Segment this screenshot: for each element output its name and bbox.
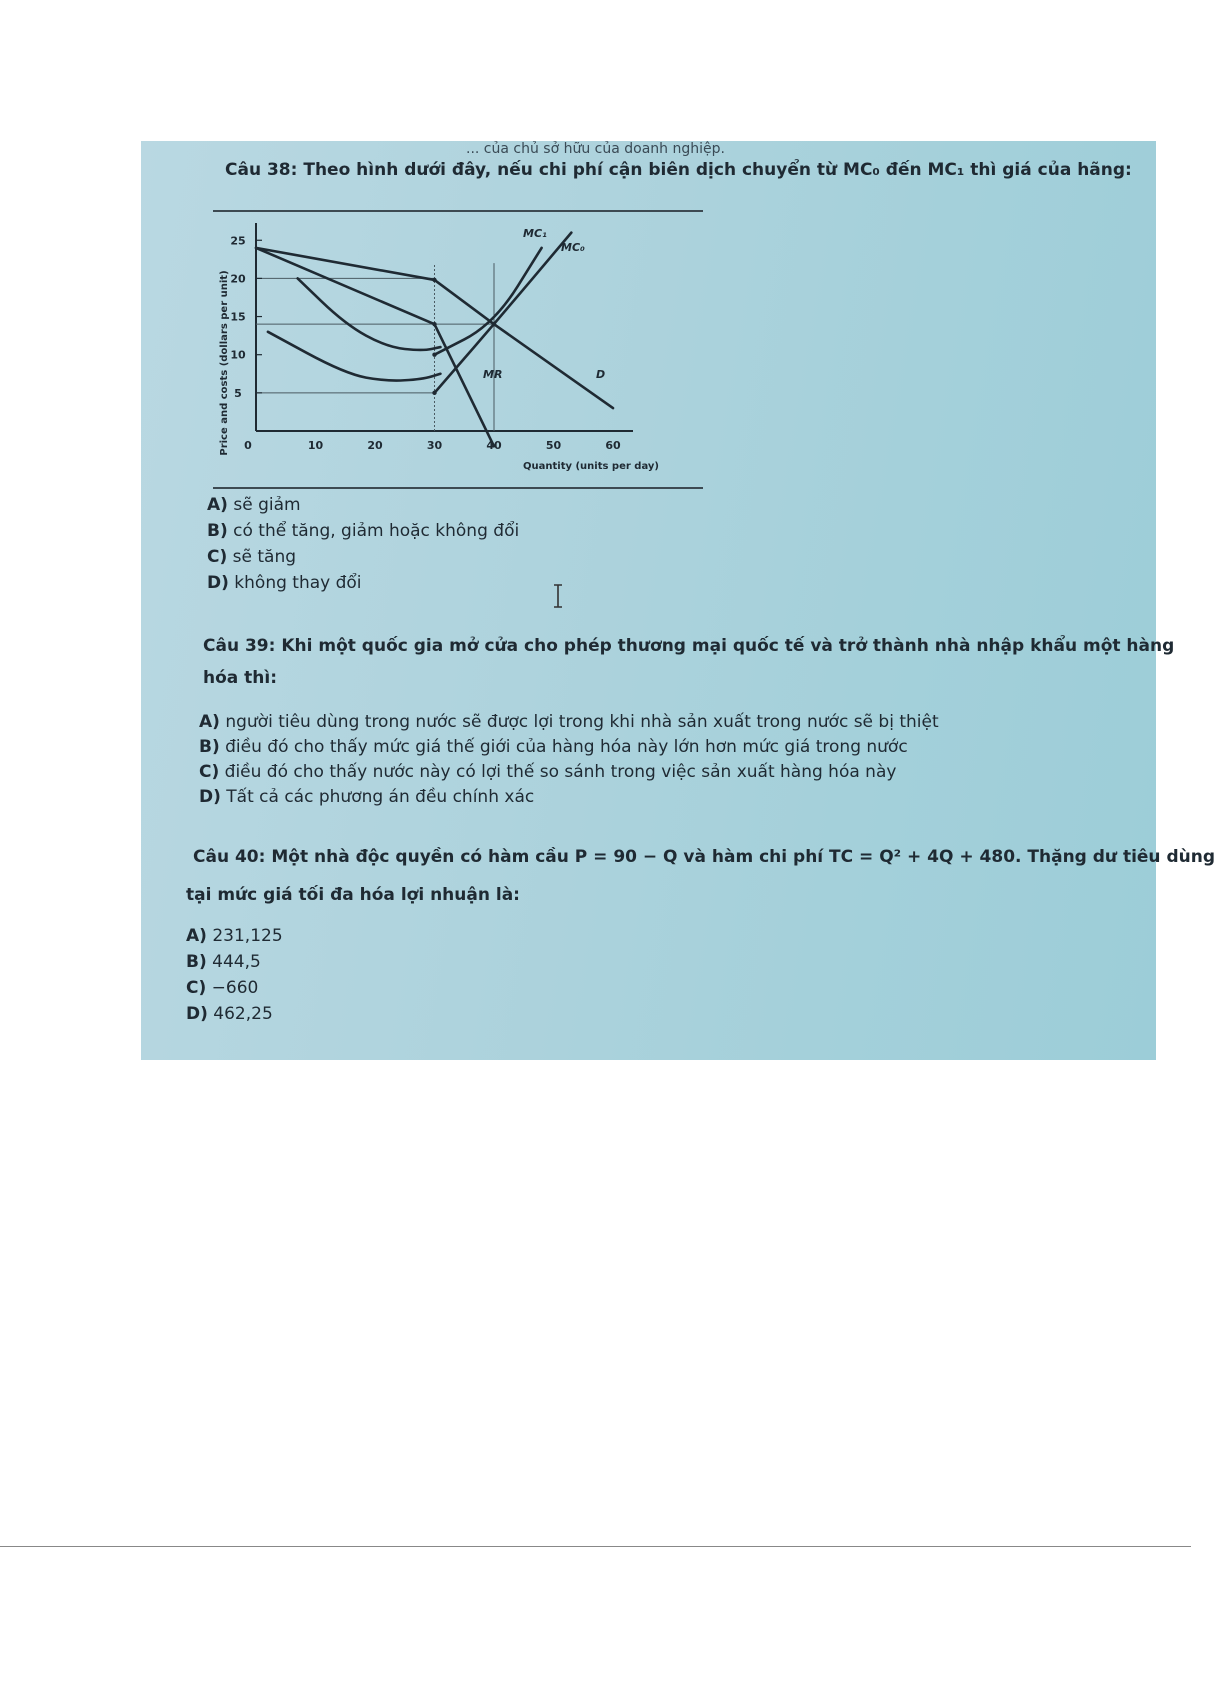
y-tick-label: 10 bbox=[230, 348, 246, 362]
series-mc1 bbox=[435, 248, 542, 355]
q39-option-b[interactable]: B) điều đó cho thấy mức giá thế giới của hàng hóa này lớn hơn mức giá trong nước bbox=[199, 737, 908, 757]
figure-top-rule bbox=[213, 210, 703, 212]
x-tick-label: 60 bbox=[605, 439, 621, 452]
figure-bottom-rule bbox=[213, 487, 703, 489]
intersection-point bbox=[432, 391, 436, 395]
x-tick-label: 40 bbox=[486, 439, 502, 452]
x-tick-label: 10 bbox=[307, 439, 324, 452]
q38-option-a[interactable]: A) sẽ giảm bbox=[207, 495, 301, 515]
intersection-point bbox=[432, 353, 436, 357]
q40-option-b[interactable]: B) 444,5 bbox=[186, 952, 261, 972]
series-cost-curve-5 bbox=[268, 332, 441, 381]
text-cursor-icon bbox=[552, 584, 564, 608]
q39-option-a[interactable]: A) người tiêu dùng trong nước sẽ được lợi trong khi nhà sản xuất trong nước sẽ bị thiệt bbox=[199, 712, 939, 732]
q39-option-d[interactable]: D) Tất cả các phương án đều chính xác bbox=[199, 787, 535, 807]
q40-option-c[interactable]: C) −660 bbox=[186, 978, 259, 998]
curve-label-d: D bbox=[596, 368, 606, 381]
cost-curve-chart bbox=[213, 213, 659, 503]
q38-option-c[interactable]: C) sẽ tăng bbox=[207, 547, 297, 567]
x-tick-label: 30 bbox=[426, 439, 443, 452]
question-40-stem-line2: tại mức giá tối đa hóa lợi nhuận là: bbox=[186, 885, 520, 905]
question-39-stem-line2: hóa thì: bbox=[203, 668, 278, 688]
intersection-point bbox=[432, 322, 436, 326]
curve-label-mc1: MC₁ bbox=[523, 227, 547, 240]
q38-option-d[interactable]: D) không thay đổi bbox=[207, 573, 362, 593]
q40-option-d[interactable]: D) 462,25 bbox=[186, 1004, 273, 1024]
series-mc0 bbox=[435, 233, 572, 393]
y-tick-label: 25 bbox=[230, 234, 246, 248]
intersection-point bbox=[432, 278, 436, 282]
series-cost-curve-4 bbox=[298, 278, 441, 350]
page-divider bbox=[0, 1546, 1191, 1547]
question-40-stem-line1: Câu 40: Một nhà độc quyền có hàm cầu P = 90 − Q và hàm chi phí TC = Q² + 4Q + 480. Thặng dư tiêu dùng bbox=[193, 847, 1215, 867]
intersection-point bbox=[492, 322, 496, 326]
series-mr bbox=[256, 248, 494, 446]
q39-option-c[interactable]: C) điều đó cho thấy nước này có lợi thế so sánh trong việc sản xuất hàng hóa này bbox=[199, 762, 897, 782]
question-38-stem: Câu 38: Theo hình dưới đây, nếu chi phí cận biên dịch chuyển từ MC₀ đến MC₁ thì giá của hãng: bbox=[225, 160, 1132, 180]
y-tick-label: 15 bbox=[230, 310, 246, 324]
question-39-stem-line1: Câu 39: Khi một quốc gia mở cửa cho phép thương mại quốc tế và trở thành nhà nhập khẩu một hàng bbox=[203, 636, 1175, 656]
q38-option-b[interactable]: B) có thể tăng, giảm hoặc không đổi bbox=[207, 521, 520, 541]
y-axis-label: Price and costs (dollars per unit) bbox=[219, 270, 230, 456]
y-tick-label: 5 bbox=[234, 386, 242, 400]
x-tick-label: 20 bbox=[367, 439, 383, 452]
curve-label-mc0: MC₀ bbox=[561, 241, 585, 254]
x-axis-label: Quantity (units per day) bbox=[523, 461, 659, 472]
q40-option-a[interactable]: A) 231,125 bbox=[186, 926, 283, 946]
x-tick-label: 50 bbox=[545, 439, 562, 452]
curve-label-mr: MR bbox=[483, 368, 503, 381]
x-tick-label: 0 bbox=[244, 439, 252, 452]
y-tick-label: 20 bbox=[230, 272, 246, 286]
photographed-exam-page bbox=[141, 141, 1215, 1060]
cropped-previous-line: ... của chủ sở hữu của doanh nghiệp. bbox=[466, 141, 725, 157]
